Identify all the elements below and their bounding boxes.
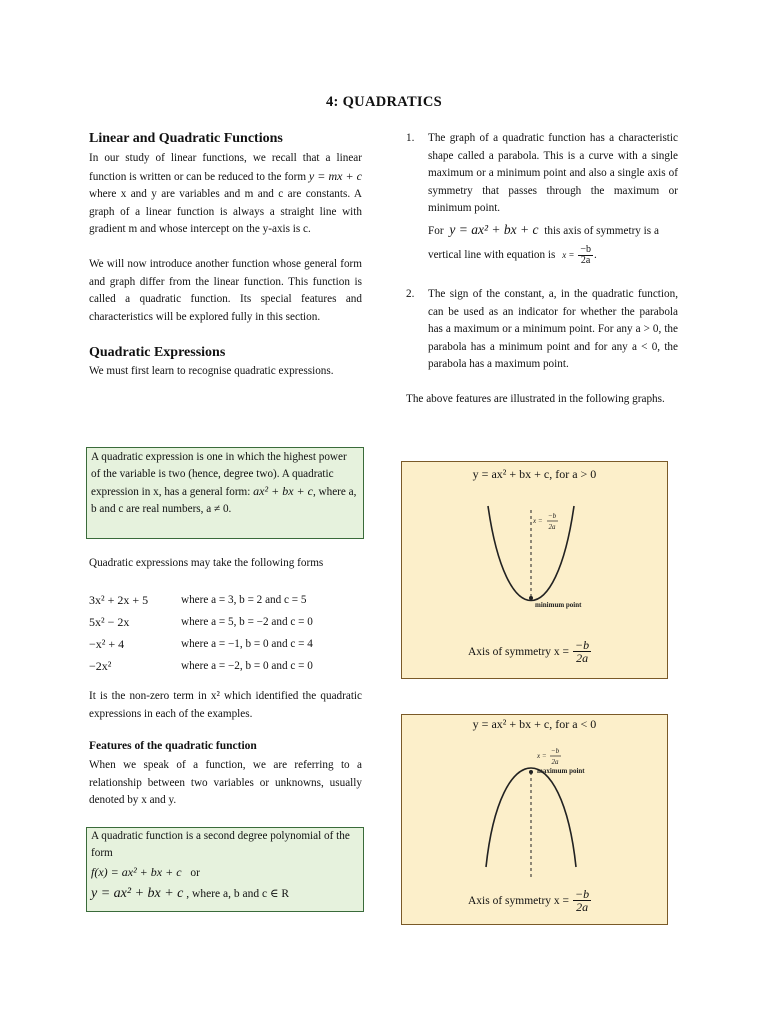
- small-frac-den: 2a: [548, 523, 556, 531]
- right-column: [406, 130, 678, 409]
- graph-minimum: [401, 461, 668, 679]
- item1-text-c: vertical line with equation is: [428, 249, 556, 262]
- definition-box-expression: [86, 447, 364, 539]
- maximum-point-label: maximum point: [537, 767, 585, 775]
- example-row: [89, 633, 362, 655]
- symmetry-fraction: [578, 245, 593, 266]
- example-coefficients: where a = 3, b = 2 and c = 5: [181, 594, 307, 606]
- paragraph-function-relationship: When we speak of a function, we are referring to a relationship between two variables or unknowns, usually denoted by x and y.: [89, 759, 362, 807]
- fraction-numerator: −b: [575, 638, 590, 652]
- heading-quadratic-expressions: Quadratic Expressions: [89, 345, 226, 361]
- fraction-denominator: 2a: [576, 651, 589, 665]
- linear-form: y = mx + c: [308, 168, 362, 183]
- box1-text-b: , where a, b and c are real numbers, a ≠ 0.: [91, 486, 357, 515]
- item1-text: The graph of a quadratic function has a characteristic shape called a parabola. This is a curve with a single maximum or a minimum point and also a single axis of symmetry that passes through the maximum or minimum point.: [428, 132, 678, 215]
- paragraph-forms: Quadratic expressions may take the following forms: [89, 557, 324, 569]
- maximum-point-dot: [529, 770, 533, 774]
- graph-maximum: [401, 714, 668, 925]
- linear-text-b: where x and y are variables and m and c are constants. A graph of a linear function is always a straight line with gradient m and whose intercept on the y-axis is c.: [89, 188, 362, 236]
- item1-form: y = ax² + bx + c: [449, 221, 539, 237]
- item1-text-b: this axis of symmetry is a: [544, 224, 659, 237]
- example-coefficients: where a = −1, b = 0 and c = 4: [181, 638, 313, 650]
- box2-tail: , where a, b and c ∈ R: [186, 888, 289, 900]
- feature-item-1: 1. The graph of a quadratic function has a characteristic shape called a parabola. This is a curve with a single maximum or a minimum point and also a single axis of symmetry that passes through the maximum or minimum point. For y = ax² + bx + c this axis of symmetry is a vertical line with equation is x = $\frac{-b}{2a}$ .: [406, 132, 678, 266]
- example-expression: −2x²: [89, 658, 112, 673]
- axis-text: Axis of symmetry x =: [468, 645, 570, 658]
- paragraph-nonzero-term: It is the non-zero term in x² which identified the quadratic expressions in each of the examples.: [89, 690, 362, 720]
- box1-text-a: A quadratic expression is one in which the highest power of the variable is two (hence, degree two). A quadratic expression in x, has a general form:: [91, 451, 347, 498]
- paragraph-introduce-quadratic: We will now introduce another function whose general form and graph differ from the linear function. This function is called a quadratic function. Its special features and characteristics will be explored fully in this section.: [89, 257, 362, 323]
- axis-text: Axis of symmetry x =: [468, 894, 570, 907]
- axis-fraction: [573, 639, 591, 664]
- graph2-axis-equation: [468, 888, 592, 913]
- example-coefficients: where a = −2, b = 0 and c = 0: [181, 660, 313, 672]
- item-number: 1.: [406, 132, 415, 144]
- example-expression: 5x² − 2x: [89, 614, 130, 629]
- fraction-denominator: 2a: [576, 900, 589, 914]
- item2-text: The sign of the constant, a, in the quadratic function, can be used as an indicator for whether the parabola has a maximum or a minimum point. For any a > 0, the parabola has a minimum point and for any a < 0, the parabola has a maximum point.: [428, 287, 678, 371]
- fraction-numerator: −b: [575, 887, 590, 901]
- paragraph-recognise: We must first learn to recognise quadratic expressions.: [89, 365, 334, 378]
- graph2-title: y = ax² + bx + c, for a < 0: [472, 717, 597, 731]
- item1-for: For: [428, 224, 444, 237]
- fraction-denominator: 2a: [580, 254, 591, 266]
- minimum-point-label: minimum point: [535, 601, 582, 609]
- small-frac-den: 2a: [551, 758, 559, 766]
- small-frac-num: −b: [547, 512, 557, 520]
- feature-item-2: [406, 286, 678, 374]
- examples-list: [89, 589, 362, 677]
- graph1-title: y = ax² + bx + c, for a > 0: [472, 467, 597, 481]
- box2-or: or: [190, 867, 200, 879]
- example-expression: 3x² + 2x + 5: [89, 592, 149, 607]
- axis-fraction: [573, 888, 591, 913]
- small-eq-label: x =: [533, 517, 543, 525]
- small-eq-label: x =: [537, 752, 547, 760]
- example-coefficients: where a = 5, b = −2 and c = 0: [181, 616, 313, 628]
- example-expression: −x² + 4: [89, 636, 125, 651]
- left-column: [89, 131, 362, 381]
- item1-eq: x =: [562, 250, 575, 261]
- box2-function-notation: f(x) = ax² + bx + c: [91, 865, 182, 879]
- box2-text: A quadratic function is a second degree polynomial of the form: [91, 830, 350, 859]
- example-row: [89, 589, 362, 611]
- box1-form: ax² + bx + c: [253, 484, 313, 498]
- paragraph-illustrated: The above features are illustrated in the following graphs.: [406, 392, 665, 405]
- box2-equation: y = ax² + bx + c: [91, 886, 184, 901]
- heading-linear-quadratic: Linear and Quadratic Functions: [89, 131, 283, 146]
- minimum-point-dot: [529, 596, 533, 600]
- fraction-numerator: −b: [580, 243, 591, 255]
- heading-features: Features of the quadratic function: [89, 740, 257, 752]
- linear-text-a: In our study of linear functions, we recall that a linear function is written or can be reduced to the form: [89, 152, 362, 183]
- page-title: 4: QUADRATICS: [325, 94, 442, 110]
- definition-box-function: [86, 827, 364, 912]
- graph1-axis-equation: [468, 639, 592, 664]
- paragraph-linear-functions: [89, 150, 362, 239]
- small-frac-num: −b: [550, 747, 560, 755]
- example-row: [89, 611, 362, 633]
- example-row: [89, 655, 362, 677]
- item-number: 2.: [406, 287, 415, 300]
